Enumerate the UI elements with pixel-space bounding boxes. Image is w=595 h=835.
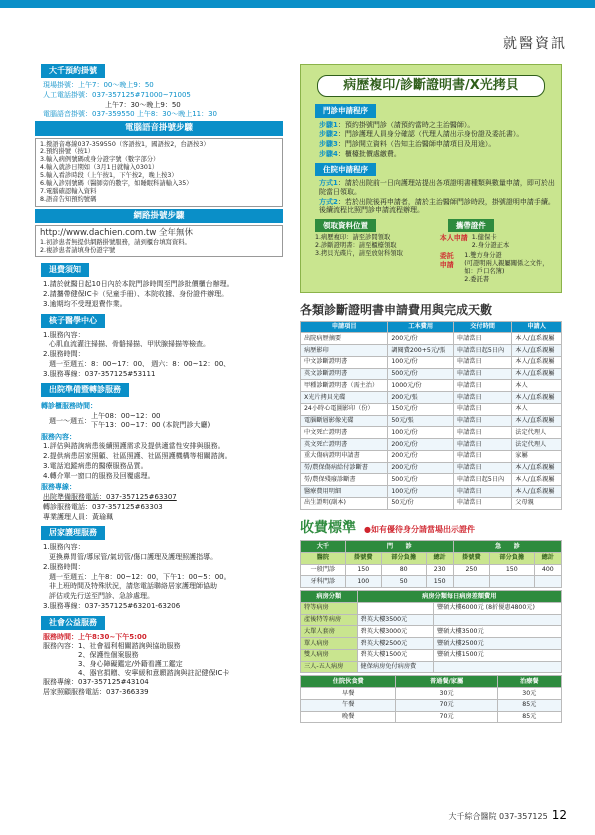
voice-step: 6.輸入診別號碼（醫師旁的數字，如睡眠科請輸入35） xyxy=(40,179,193,187)
fee-table-cell: 本人/直系親屬 xyxy=(512,368,562,380)
homecare-item: 3.服務專線：037-357125#63201-63206 xyxy=(43,601,181,610)
fee-table-cell: 100元/份 xyxy=(388,486,454,498)
pickup-section xyxy=(307,216,434,284)
fee-table-cell: 50元/張 xyxy=(388,415,454,427)
fee-table-cell: 病歷影印 xyxy=(301,345,388,357)
fee-table-cell: 勞/農保殘廢診斷書 xyxy=(301,474,388,486)
care-phone: 居家照顧服務電話：037-366339 xyxy=(43,688,149,697)
nuclear-medicine-title: 核子醫學中心 xyxy=(41,314,105,328)
charges-cell: 150 xyxy=(426,576,453,588)
fee-table-cell: 150元/份 xyxy=(388,403,454,415)
charges-cell: 230 xyxy=(426,564,453,576)
charges-cell: 100 xyxy=(345,576,381,588)
fee-table-cell: 本人/直系親屬 xyxy=(512,474,562,486)
transfer-weekdays: 週一～週五： xyxy=(49,416,91,425)
web-steps-title: 網路掛號步驟 xyxy=(35,209,283,224)
transfer-phone2: 轉診服務電話：037-357125#63303 xyxy=(43,502,163,511)
charges-subheader: 總計 xyxy=(426,552,453,564)
voice-step: 1.撥語音專線037-359550（客語按1，國語按2，台語按3） xyxy=(40,140,210,148)
fee-table-cell: 醫療費用明細 xyxy=(301,486,388,498)
bring-section xyxy=(440,216,555,284)
charges-heading xyxy=(300,510,562,541)
social-content xyxy=(43,642,283,677)
meal-cell: 85元 xyxy=(497,711,561,723)
ward-row xyxy=(301,626,562,638)
fee-table-header: 工本費用 xyxy=(388,321,454,333)
agent-apply-label: 委託申請 xyxy=(439,252,454,269)
charges-subheader: 部分負擔 xyxy=(489,552,534,564)
fee-table-row xyxy=(301,439,562,451)
fee-table-cell: 200元/份 xyxy=(388,462,454,474)
fee-table-cell: 50元/份 xyxy=(388,497,454,509)
nuclear-item: 3.服務專線：037-357125#53111 xyxy=(43,369,156,378)
top-color-bar xyxy=(0,0,595,8)
inpatient-method2: 方式2：若於出院後再申請者，請於主治醫師門診時段，掛號證明申請手續。後續流程比照門診申請流程辦理。 xyxy=(319,197,555,215)
meal-row xyxy=(301,711,562,723)
ward-row xyxy=(301,638,562,650)
footer-text: 大千綜合醫院 037-357125 xyxy=(448,812,548,821)
method-text: 若於出院後再申請者，請於主治醫師門診時段，掛號證明申請手續。後續流程比照門診申請流程辦理。 xyxy=(319,197,555,215)
homecare-item: 非上班時間及特殊狀況，請您電話聯絡居家護理師協助 xyxy=(49,582,217,591)
meal-cell: 70元 xyxy=(396,711,497,723)
page-header: 就醫資訊 xyxy=(503,36,567,52)
fee-table-cell: 申請當日 xyxy=(453,403,511,415)
fee-table-cell: 申請當日 xyxy=(453,368,511,380)
charges-cell: 400 xyxy=(534,564,561,576)
page-footer xyxy=(448,808,567,823)
fee-table-row xyxy=(301,486,562,498)
charges-cell: 250 xyxy=(453,564,489,576)
web-steps-box xyxy=(35,225,283,257)
pickup-item: 2.診斷證明書：請至櫃檯領取 xyxy=(315,242,397,250)
ward-cell: 雙人病房 xyxy=(301,649,358,661)
fee-table-row xyxy=(301,368,562,380)
phone-registration: 人工電話掛號：037-357125#71000~71005 xyxy=(43,90,191,99)
transfer-content-title: 服務內容： xyxy=(41,432,76,441)
fee-table-row xyxy=(301,380,562,392)
phone-registration-hours: 上午7：30～晚上9：50 xyxy=(105,100,181,109)
voice-step: 4.輸入就診日期如（3月1日就輸入0301） xyxy=(40,164,159,172)
step-text: 預約掛號門診（請預約當時之主治醫師）。 xyxy=(344,120,475,129)
ward-cell: 碧英大樓1500元 xyxy=(357,649,433,661)
fee-table-cell: 中文診斷證明書 xyxy=(301,356,388,368)
step-key: 步驟3 xyxy=(319,140,338,149)
fee-table-cell: 勞/農保傷病給付診斷書 xyxy=(301,462,388,474)
fee-table-cell: 本人/直系親屬 xyxy=(512,462,562,474)
meal-cell: 85元 xyxy=(497,699,561,711)
charges-cell xyxy=(489,576,534,588)
charges-cell: 一般門診 xyxy=(301,564,346,576)
fee-table-cell: 出院病歷摘要 xyxy=(301,333,388,345)
fee-table xyxy=(300,321,562,510)
homecare-item: 1.服務內容： xyxy=(43,543,85,552)
ward-table xyxy=(300,590,562,673)
transfer-afternoon: 下午13：00~17：00 (本院門診大廳) xyxy=(91,420,211,429)
fee-table-cell: 出生證明(副本) xyxy=(301,497,388,509)
ward-cell: 豐碩大樓2500元 xyxy=(434,638,562,650)
fee-table-row xyxy=(301,392,562,404)
social-phone: 服務專線：037-357125#43104 xyxy=(43,678,149,687)
ward-row xyxy=(301,602,562,614)
web-step: 1.初診患者無提供網路掛號服務，請到櫃台填寫資料。 xyxy=(40,238,191,246)
ward-cell: 豐碩大樓1500元 xyxy=(434,649,562,661)
step-key: 步驟4 xyxy=(319,149,338,158)
transfer-phone1: 出院準備服務電話：037-357125#63307 xyxy=(43,493,177,502)
refund-title: 退費須知 xyxy=(41,263,89,277)
fee-table-cell: 本人/直系親屬 xyxy=(512,486,562,498)
fee-table-cell: 電腦斷層影像光碟 xyxy=(301,415,388,427)
transfer-phone-title: 服務專線： xyxy=(41,483,76,492)
ward-cell xyxy=(434,614,562,626)
homecare-item: 更換鼻胃管/導尿管/氣切管/傷口護理及護理照護指導。 xyxy=(49,553,218,562)
fee-table-cell: 申請當日 xyxy=(453,380,511,392)
fee-table-cell: 100元/份 xyxy=(388,356,454,368)
step-text: 櫃檯批價處繳費。 xyxy=(344,149,401,158)
apply-step: 步驟4：櫃檯批價處繳費。 xyxy=(319,149,401,158)
meal-cell: 午餐 xyxy=(301,699,396,711)
meal-table xyxy=(300,675,562,723)
charges-cell xyxy=(453,576,489,588)
fee-table-title: 各類診斷證明書申請費用與完成天數 xyxy=(300,302,493,317)
ward-header: 病房分類 xyxy=(301,591,358,603)
charges-header: 大千 xyxy=(301,541,346,553)
fee-table-cell: 申請當日起5日內 xyxy=(453,474,511,486)
fee-table-cell: 調閱費200+5元/張 xyxy=(388,345,454,357)
fee-table-cell: 申請當日 xyxy=(453,427,511,439)
transfer-hours xyxy=(49,412,283,430)
nuclear-item: 2.服務時間： xyxy=(43,350,85,359)
homecare-title: 居家護理服務 xyxy=(41,526,105,540)
social-content-label: 服務內容： xyxy=(43,642,78,651)
charges-cell xyxy=(534,576,561,588)
charges-cell: 150 xyxy=(489,564,534,576)
method-key: 方式1 xyxy=(319,179,338,187)
fee-table-header: 申請人 xyxy=(512,321,562,333)
ward-cell: 健保病房免付病房費 xyxy=(357,661,433,673)
bring-title: 攜帶證件 xyxy=(448,219,494,232)
ward-cell: 大單人套房 xyxy=(301,626,358,638)
fee-table-cell: 本人 xyxy=(512,403,562,415)
transfer-counter-title: 轉診櫃服務時間： xyxy=(41,402,97,411)
fee-table-cell: 500元/份 xyxy=(388,474,454,486)
charges-header: 門 診 xyxy=(345,541,453,553)
fee-table-cell: 重大傷病證明申請書 xyxy=(301,450,388,462)
fee-table-row xyxy=(301,427,562,439)
social-item: 4、器官捐贈、安寧緩和意願諮詢與註記健保IC卡 xyxy=(78,668,230,677)
nuclear-item: 週一至週五：8：00~17：00、 週六：8：00~12：00、 xyxy=(49,359,231,368)
fee-table-cell: 申請當日 xyxy=(453,450,511,462)
fee-table-row xyxy=(301,333,562,345)
nuclear-item: 1.服務內容： xyxy=(43,330,85,339)
fee-table-row xyxy=(301,415,562,427)
step-key: 步驟2 xyxy=(319,130,338,139)
ward-cell: 碧英大樓3500元 xyxy=(357,614,433,626)
pickup-item: 1.病歷複印：請至診間領取 xyxy=(315,234,391,242)
fee-table-cell: 申請當日起5日內 xyxy=(453,345,511,357)
voice-registration: 電腦語音掛號：037-359550 上午8：30～晚上11：30 xyxy=(43,110,218,119)
ward-cell: 特等病房 xyxy=(301,602,358,614)
agent-apply-item: 1.雙方身分證 xyxy=(464,252,502,260)
onsite-registration: 現場掛號：上午7：00～晚上9：50 xyxy=(43,81,154,89)
step-key: 步驟1 xyxy=(319,120,338,129)
ward-cell xyxy=(434,661,562,673)
voice-step: 8.語音告知預約號碼 xyxy=(40,195,97,203)
social-item: 3、身心障礙鑑定/外籍看護工鑑定 xyxy=(78,659,183,668)
fee-table-row xyxy=(301,474,562,486)
social-hours: 服務時間：上午8:30~下午5:00 xyxy=(43,632,147,641)
charges-cell: 牙科門診 xyxy=(301,576,346,588)
fee-table-cell: 英文死亡證明書 xyxy=(301,439,388,451)
transfer-item: 1.評估與諮詢病患後續照護需求及提供適當性安排與服務。 xyxy=(43,442,225,451)
charges-subheader: 部分負擔 xyxy=(381,552,426,564)
charges-table xyxy=(300,540,562,588)
agent-apply xyxy=(440,252,555,283)
transfer-title: 出院準備暨轉診服務 xyxy=(41,383,129,397)
fee-table-cell: 本人/直系親屬 xyxy=(512,333,562,345)
ward-row xyxy=(301,661,562,673)
ward-cell: 豐碩大樓6000元 (8折優惠4800元) xyxy=(434,602,562,614)
pickup-bring-row xyxy=(307,216,555,284)
appointment-title: 大千預約掛號 xyxy=(41,64,105,78)
ward-cell: 單人病房 xyxy=(301,638,358,650)
certificate-panel xyxy=(300,64,562,293)
step-text: 門診護理人員身分確認（代理人請出示身份證及委託書）。 xyxy=(344,130,524,139)
fee-table-cell: 24小時心電圖影印（份） xyxy=(301,403,388,415)
fee-table-row xyxy=(301,497,562,509)
fee-table-row xyxy=(301,345,562,357)
fee-table-cell: 英文診斷證明書 xyxy=(301,368,388,380)
meal-header: 普通餐/家屬 xyxy=(396,676,497,688)
pickup-item: 3.拷貝光碟片，請至放射科領取 xyxy=(315,250,403,258)
left-column xyxy=(35,60,283,698)
fee-table-header: 申請項目 xyxy=(301,321,388,333)
fee-table-row xyxy=(301,356,562,368)
fee-table-cell: 法定代理人 xyxy=(512,427,562,439)
right-column xyxy=(300,60,562,723)
apply-step: 步驟2：門診護理人員身分確認（代理人請出示身份證及委託書）。 xyxy=(319,130,524,139)
fee-table-cell: 甲種診斷證明書（需主治） xyxy=(301,380,388,392)
homecare-item: 評估或先行送至門診、急診處理。 xyxy=(49,592,154,601)
ward-cell xyxy=(357,602,433,614)
charges-subheader: 總計 xyxy=(534,552,561,564)
fee-table-cell: 200元/份 xyxy=(388,333,454,345)
meal-cell: 30元 xyxy=(396,688,497,700)
charges-cell: 80 xyxy=(381,564,426,576)
outpatient-apply-title: 門診申請程序 xyxy=(315,104,376,117)
voice-step: 2.預約掛號（按1） xyxy=(40,148,95,156)
web-step: 2.複診患者請填身份證字號 xyxy=(40,246,116,254)
ward-header: 病房分類每日病房差額費用 xyxy=(357,591,561,603)
agent-apply-item: 2.委託書 xyxy=(464,275,490,283)
fee-table-cell: 本人 xyxy=(512,380,562,392)
fee-table-cell: 父母親 xyxy=(512,497,562,509)
pickup-title: 領取資料位置 xyxy=(315,219,376,232)
charges-title: 收費標準 xyxy=(300,519,356,536)
fee-table-cell: 200元/份 xyxy=(388,450,454,462)
fee-table-cell: 家屬 xyxy=(512,450,562,462)
fee-table-cell: 本人/直系親屬 xyxy=(512,415,562,427)
fee-table-header: 交付時間 xyxy=(453,321,511,333)
self-apply-item: 2.身分證正本 xyxy=(471,242,510,250)
charges-subheader: 掛號費 xyxy=(453,552,489,564)
fee-table-cell: 申請當日 xyxy=(453,497,511,509)
charges-subheader: 掛號費 xyxy=(345,552,381,564)
fee-table-row xyxy=(301,450,562,462)
website-link[interactable]: http://www.dachien.com.tw 全年無休 xyxy=(40,228,194,239)
inpatient-method1: 方式1：請於出院前一日向護理站提出各項證明書種類與數量申請，即可於出院當日領取。 xyxy=(319,179,555,196)
meal-header: 治療餐 xyxy=(497,676,561,688)
meal-row xyxy=(301,688,562,700)
self-apply-item: 1.健保卡 xyxy=(471,234,497,242)
voice-step: 3.輸入病例號碼或身分證字號（數字部分） xyxy=(40,156,160,164)
fee-table-cell: 申請當日 xyxy=(453,415,511,427)
self-apply-label: 本人申請 xyxy=(439,234,468,243)
ward-cell: 碧英大樓2500元 xyxy=(357,638,433,650)
method-text: 請於出院前一日向護理站提出各項證明書種類與數量申請，即可於出院當日領取。 xyxy=(319,179,555,196)
ward-cell: 三人-五人病房 xyxy=(301,661,358,673)
transfer-item: 3.電話追蹤病患的醫療服務品質。 xyxy=(43,461,148,470)
method-key: 方式2 xyxy=(319,197,338,206)
social-item: 2、保護性個案服務 xyxy=(78,651,139,660)
charges-header: 急 診 xyxy=(453,541,561,553)
social-item: 1、社會福利相關諮詢與協助服務 xyxy=(78,642,181,651)
ward-row xyxy=(301,649,562,661)
refund-item: 3.逾期均不受理退費作業。 xyxy=(43,299,127,308)
refund-item: 1.請於就醫日起10日內於本院門診時間至門診批價櫃台辦理。 xyxy=(43,280,234,289)
fee-table-cell: 申請當日 xyxy=(453,392,511,404)
transfer-item: 2.提供病患居家照顧、社區照護、社區照護機構等相關諮詢。 xyxy=(43,452,232,461)
fee-table-cell: 100元/份 xyxy=(388,427,454,439)
transfer-item: 4.轉介單一窗口的服務及回覆處理。 xyxy=(43,471,155,480)
fee-table-cell: 本人/直系親屬 xyxy=(512,392,562,404)
fee-table-row xyxy=(301,462,562,474)
fee-table-cell: 200元/張 xyxy=(388,392,454,404)
fee-table-cell: 1000元/份 xyxy=(388,380,454,392)
voice-step: 5.輸入看診時段（上午按1，下午按2，晚上按3） xyxy=(40,172,178,180)
charges-subheader: 醫院 xyxy=(301,552,346,564)
apply-step: 步驟1：預約掛號門診（請預約當時之主治醫師）。 xyxy=(319,120,475,129)
apply-step: 步驟3：門診開立資料（告知主治醫師申請項目及用途）。 xyxy=(319,140,496,149)
fee-table-cell: 本人/直系親屬 xyxy=(512,345,562,357)
charges-row xyxy=(301,564,562,576)
fee-table-cell: 本人/直系親屬 xyxy=(512,356,562,368)
fee-table-cell: 申請當日 xyxy=(453,356,511,368)
meal-header: 住院伙食費 xyxy=(301,676,396,688)
agent-apply-item: (可證明兩人親屬關係之文件，如：戶口名簿) xyxy=(464,259,549,275)
ward-row xyxy=(301,614,562,626)
charges-cell: 50 xyxy=(381,576,426,588)
refund-item: 2.請攜帶健保IC卡（兒童手冊）、本院收據、身份證件辦理。 xyxy=(43,290,229,299)
fee-table-cell: 500元/份 xyxy=(388,368,454,380)
fee-table-cell: 申請當日 xyxy=(453,439,511,451)
nuclear-item: 心肌血流灌注掃描、骨骼掃描、甲狀腺掃描等檢查。 xyxy=(49,340,210,349)
voice-steps-list xyxy=(35,138,283,207)
voice-step: 7.電腦確認輸入資料 xyxy=(40,187,97,195)
fee-table-cell: 申請當日 xyxy=(453,333,511,345)
charges-note: ●如有優待身分請當場出示證件 xyxy=(364,524,475,534)
social-title: 社會公益服務 xyxy=(41,616,105,630)
page-number: 12 xyxy=(551,808,567,822)
fee-table-row xyxy=(301,403,562,415)
fee-table-cell: X光片拷貝光碟 xyxy=(301,392,388,404)
fee-table-cell: 申請當日 xyxy=(453,462,511,474)
certificate-title: 病歷複印/診斷證明書/X光拷貝 xyxy=(317,75,545,97)
meal-row xyxy=(301,699,562,711)
ward-cell: 碧英大樓3000元 xyxy=(357,626,433,638)
step-text: 門診開立資料（告知主治醫師申請項目及用途）。 xyxy=(344,140,496,149)
meal-cell: 晚餐 xyxy=(301,711,396,723)
fee-table-cell: 申請當日 xyxy=(453,486,511,498)
fee-table-cell: 中文死亡證明書 xyxy=(301,427,388,439)
inpatient-apply-title: 住院申請程序 xyxy=(315,163,376,176)
transfer-morning: 上午08：00~12：00 xyxy=(91,412,161,421)
fee-table-cell: 法定代理人 xyxy=(512,439,562,451)
meal-cell: 30元 xyxy=(497,688,561,700)
homecare-item: 2.服務時間： xyxy=(43,562,85,571)
homecare-item: 週一至週五：上午8：00~12：00，下午1：00~5：00。 xyxy=(49,572,231,581)
transfer-contact: 專業護理人員：黃瑜珮 xyxy=(43,512,113,521)
meal-cell: 早餐 xyxy=(301,688,396,700)
fee-table-cell: 200元/份 xyxy=(388,439,454,451)
ward-cell: 產後特等病房 xyxy=(301,614,358,626)
self-apply xyxy=(440,234,555,250)
meal-cell: 70元 xyxy=(396,699,497,711)
charges-cell: 150 xyxy=(345,564,381,576)
charges-row xyxy=(301,576,562,588)
voice-steps-title: 電腦語音掛號步驟 xyxy=(35,121,283,136)
ward-cell: 豐碩大樓3500元 xyxy=(434,626,562,638)
